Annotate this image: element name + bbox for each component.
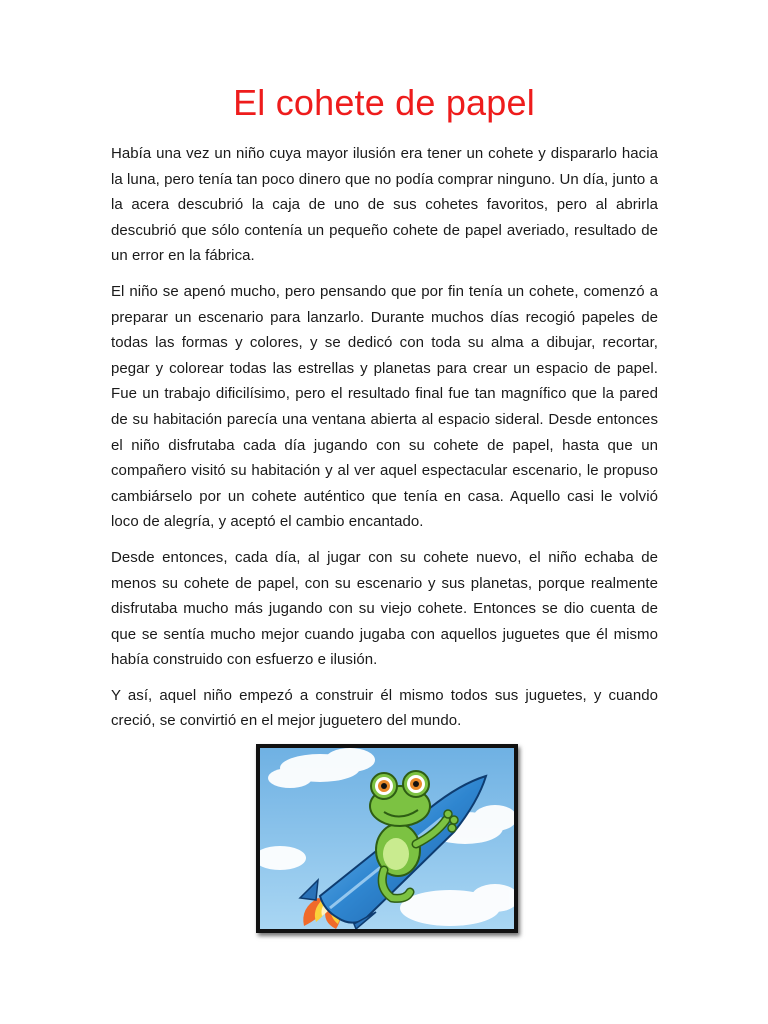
story-title: El cohete de papel [233,82,535,123]
story-body [111,141,658,744]
story-paragraph-4: Y así, aquel niño empezó a construir él mismo todos sus juguetes, y cuando creció, se convirtió en el mejor juguetero del mundo. [111,686,658,730]
story-paragraph-2: El niño se apenó mucho, pero pensando que por fin tenía un cohete, comenzó a preparar un escenario para lanzarlo. Durante muchos días recogió papeles de todas las formas y colores, y se dedicó con toda su alma a dibujar, recortar, pegar y colorear todas las estrellas y planetas para crear un espacio de papel. Fue un trabajo dificilísimo, pero el resultado final fue tan magnífico que la pared de su habitación parecía una ventana abierta al espacio sideral. Desde entonces el niño disfrutaba cada día jugando con su cohete de papel, hasta que un compañero visitó su habitación y al ver aquel espectacular escenario, le propuso cambiárselo por un cohete auténtico que tenía en casa. Aquello casi le volvió loco de alegría, y aceptó el cambio encantado. [111,282,658,531]
frog-rocket-illustration [256,744,518,933]
story-paragraph-3: Desde entonces, cada día, al jugar con su cohete nuevo, el niño echaba de menos su cohete de papel, con su escenario y sus planetas, porque realmente disfrutaba mucho más jugando con su viejo cohete. Entonces se dio cuenta de que se sentía mucho mejor cuando jugaba con aquellos juguetes que él mismo había construido con esfuerzo e ilusión. [111,548,658,669]
story-paragraph-1: Había una vez un niño cuya mayor ilusión era tener un cohete y dispararlo hacia la luna, pero tenía tan poco dinero que no podía comprar ninguno. Un día, junto a la acera descubrió la caja de uno de sus cohetes favoritos, pero al abrirla descubrió que sólo contenía un pequeño cohete de papel averiado, resultado de un error en la fábrica. [111,145,658,265]
frog-riding-rocket-icon [260,748,514,929]
